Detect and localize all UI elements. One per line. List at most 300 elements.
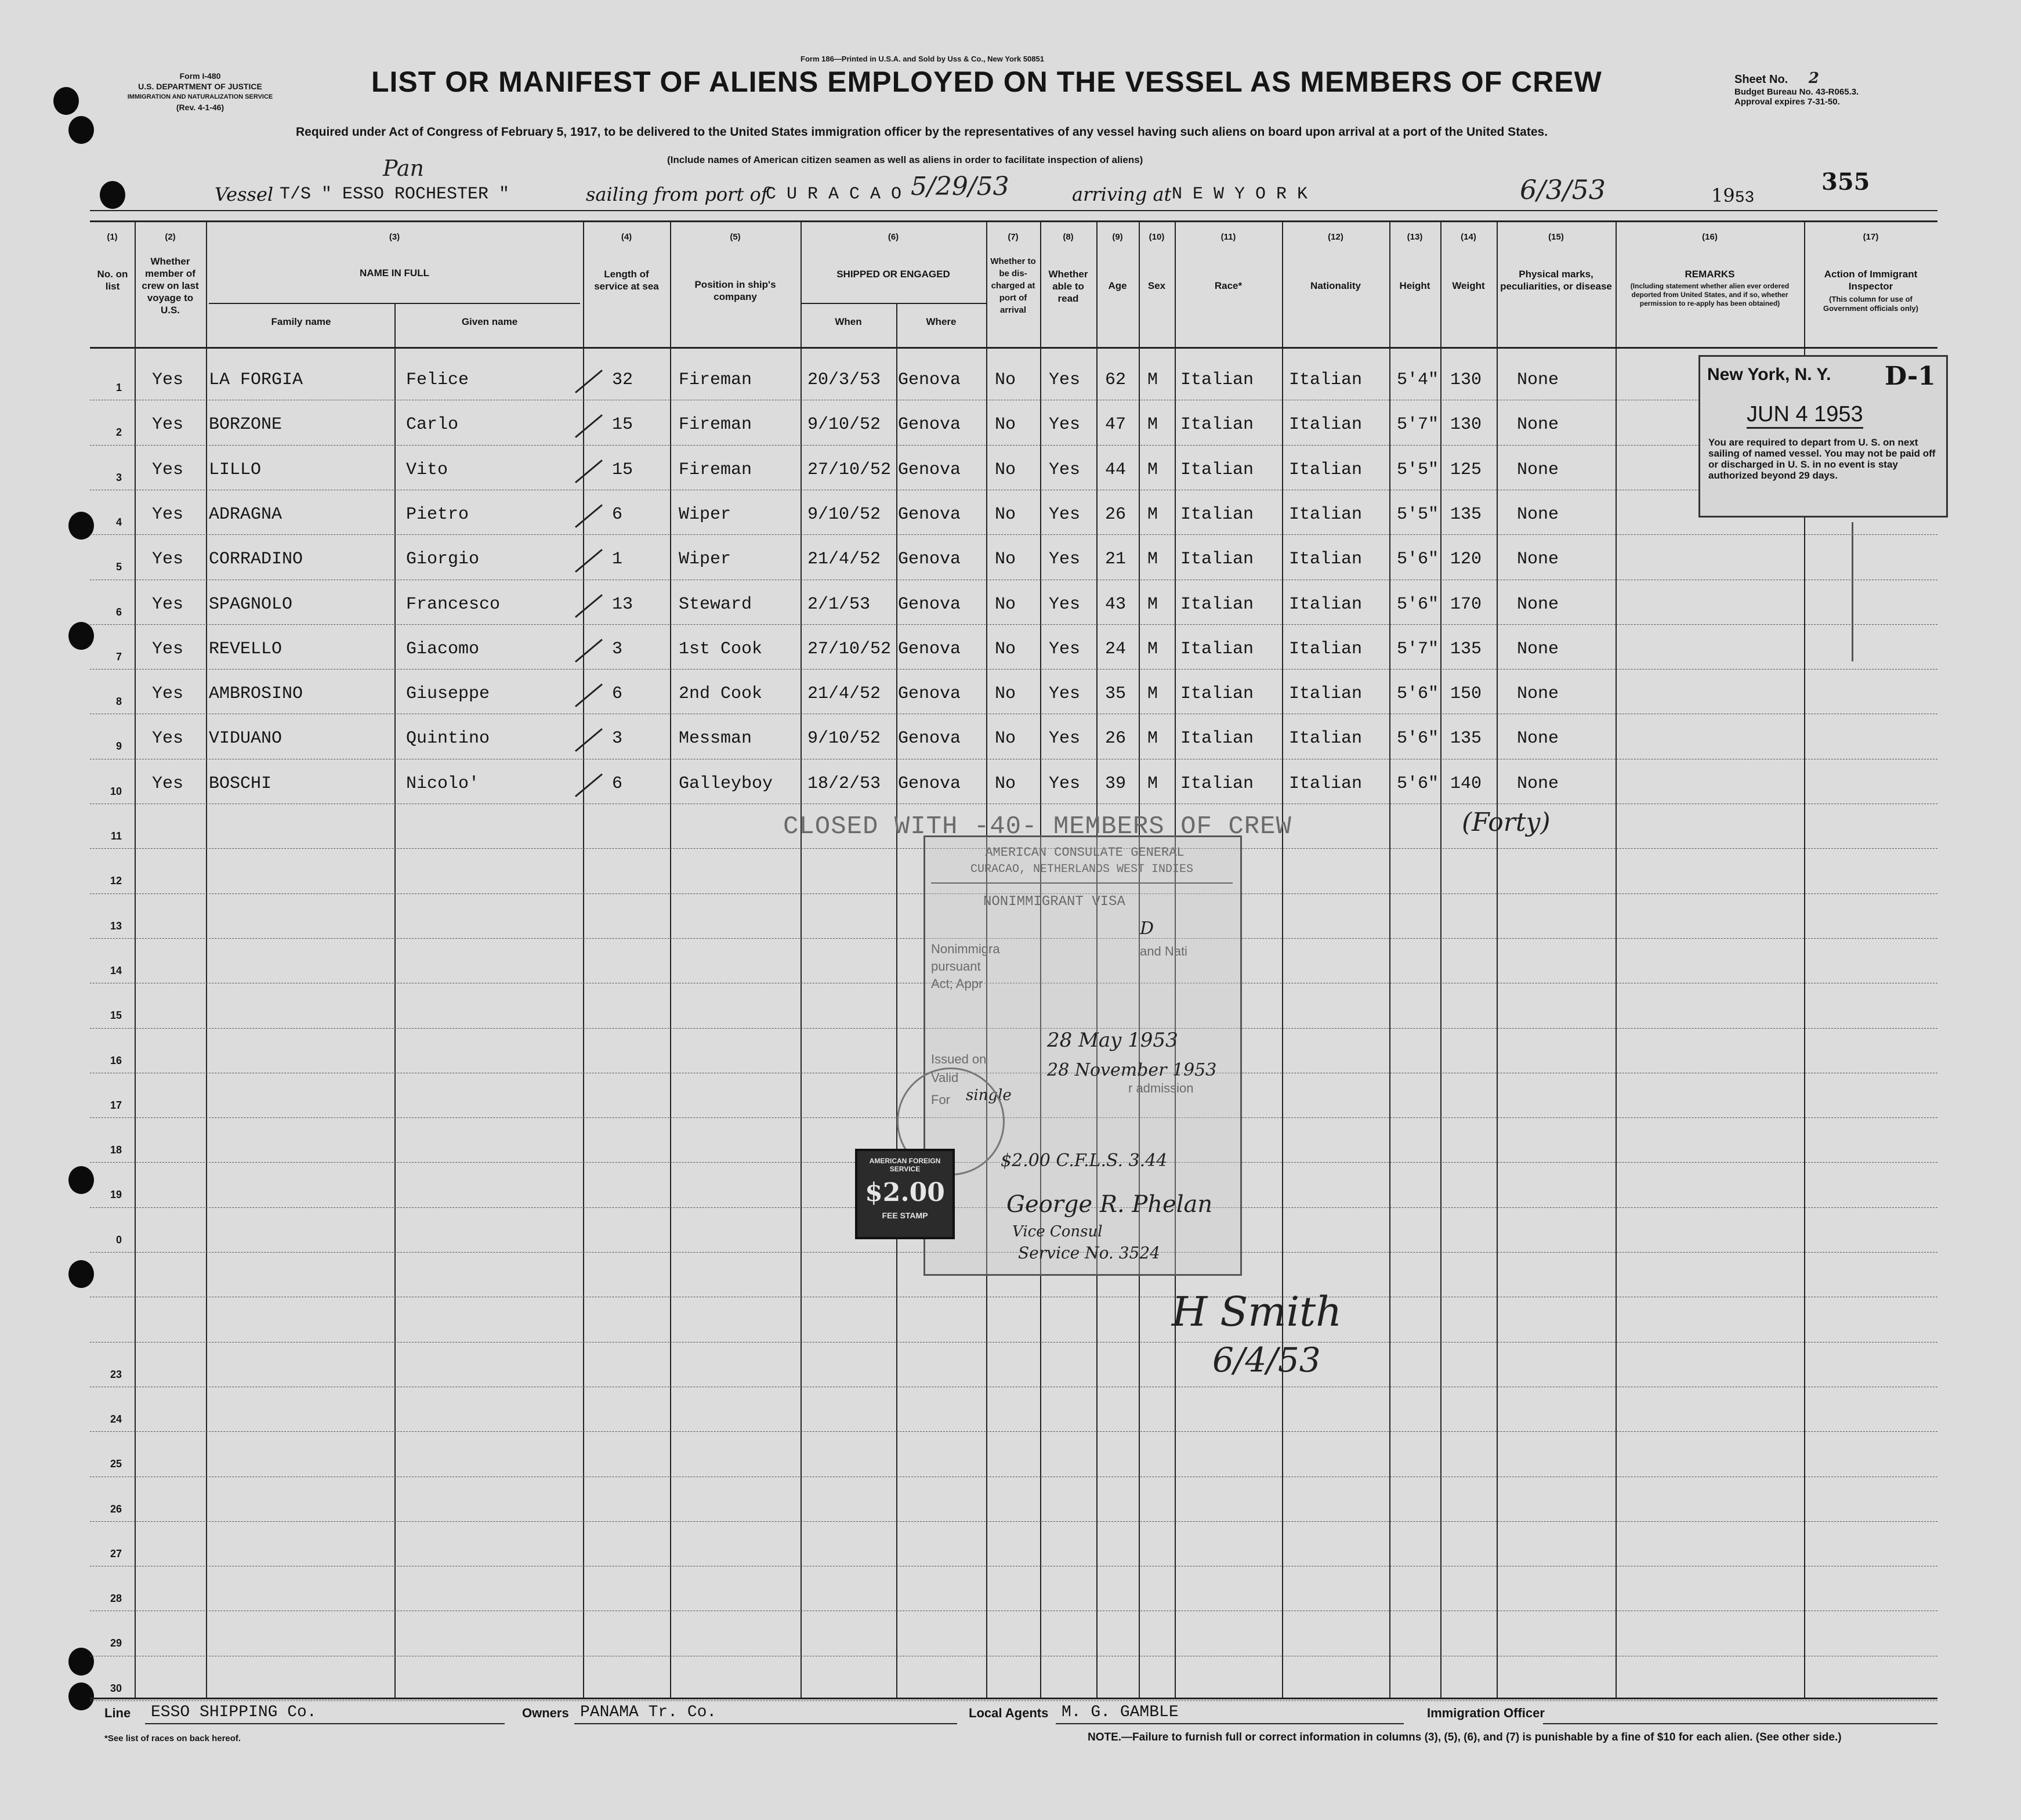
arriving-label: arriving at	[1072, 183, 1172, 205]
header-given-name: Given name	[461, 316, 518, 327]
vessel-flag-handwritten: Pan	[383, 155, 424, 181]
row-number: 7	[115, 651, 122, 663]
closed-with-handwritten: (Forty)	[1462, 808, 1551, 837]
required-statement: Required under Act of Congress of February 5, 1917, to be delivered to the United States immigration officer by the representatives of any vessel having such aliens on board upon arrival at a port of the United States.	[296, 125, 1548, 139]
cell-position: Fireman	[679, 415, 752, 435]
cell-physical: None	[1517, 684, 1559, 704]
consular-issued: Issued on	[931, 1052, 987, 1066]
header-length-service: Length of service at sea	[594, 269, 659, 292]
header-age: Age	[1108, 280, 1127, 291]
cell-weight: 135	[1450, 729, 1482, 748]
row-rule	[90, 624, 1937, 625]
cell-read: Yes	[1049, 549, 1081, 569]
cell-age: 21	[1105, 549, 1127, 569]
header-family-name: Family name	[271, 316, 331, 327]
cell-service: 15	[612, 415, 633, 435]
cell-race: Italian	[1180, 549, 1254, 569]
col-sep	[583, 220, 584, 1699]
row-number: 17	[110, 1099, 122, 1111]
cell-physical: None	[1517, 370, 1559, 390]
vessel-name: T/S " ESSO ROCHESTER "	[280, 184, 510, 204]
row-rule	[90, 445, 1937, 446]
cell-family: BORZONE	[209, 415, 282, 435]
cell-position: Steward	[679, 595, 752, 614]
cell-read: Yes	[1049, 460, 1081, 480]
footer-officer-underline	[1543, 1723, 1937, 1724]
port-from: C U R A C A O	[766, 184, 902, 204]
cell-when: 18/2/53	[807, 774, 881, 794]
cell-when: 9/10/52	[807, 729, 881, 748]
cell-given: Vito	[406, 460, 448, 480]
col-sep	[1389, 220, 1390, 1699]
cell-discharged: No	[995, 415, 1016, 435]
approval-expires: Approval expires 7-31-50.	[1734, 97, 1840, 107]
cell-weight: 150	[1450, 684, 1482, 704]
consular-issued-handwritten: 28 May 1953	[1047, 1029, 1178, 1052]
budget-bureau: Budget Bureau No. 43-R065.3.	[1734, 87, 1859, 97]
closed-with-stamp: CLOSED WITH -40- MEMBERS OF CREW	[783, 812, 1292, 841]
consular-nonimm: Nonimmigra	[931, 942, 1000, 956]
row-number: 18	[110, 1144, 122, 1156]
cell-nationality: Italian	[1289, 729, 1363, 748]
cell-sex: M	[1147, 370, 1158, 390]
col-sep	[1616, 220, 1617, 1699]
row-number: 9	[115, 740, 122, 752]
service-name: IMMIGRATION AND NATURALIZATION SERVICE	[127, 93, 273, 100]
shipped-subheader-line	[801, 303, 986, 304]
footer-agents-value: M. G. GAMBLE	[1062, 1703, 1179, 1721]
footer-owners-underline	[574, 1723, 957, 1724]
header-action: Action of Immigrant Inspector	[1824, 269, 1918, 292]
consular-fee-handwritten: $2.00 C.F.L.S. 3.44	[1001, 1150, 1168, 1171]
row-number: 10	[110, 786, 122, 797]
cell-sex: M	[1147, 595, 1158, 614]
cell-family: SPAGNOLO	[209, 595, 293, 614]
footer-line-label: Line	[104, 1706, 131, 1720]
header-when: When	[835, 316, 862, 327]
cell-age: 44	[1105, 460, 1127, 480]
cell-where: Genova	[898, 684, 961, 704]
cell-service: 6	[612, 505, 623, 524]
cell-weight: 120	[1450, 549, 1482, 569]
cell-race: Italian	[1180, 684, 1254, 704]
cell-position: Wiper	[679, 505, 731, 524]
col-number: (1)	[107, 232, 118, 242]
row-number: 24	[110, 1413, 122, 1425]
cell-discharged: No	[995, 549, 1016, 569]
col-number: (10)	[1149, 232, 1165, 242]
cell-service: 15	[612, 460, 633, 480]
cell-height: 5'7"	[1397, 415, 1439, 435]
cell-sex: M	[1147, 549, 1158, 569]
cell-where: Genova	[898, 549, 961, 569]
fee-stamp-top: AMERICAN FOREIGN SERVICE	[869, 1157, 941, 1173]
inspector-signature: H Smith	[1172, 1288, 1342, 1336]
header-remarks-sub: (Including statement whether alien ever ordered deported from United States, and if so, whether permission to re-apply has been obtained)	[1630, 282, 1790, 307]
cell-position: Galleyboy	[679, 774, 773, 794]
footer-owners-label: Owners	[522, 1706, 569, 1720]
cell-nationality: Italian	[1289, 415, 1363, 435]
cell-read: Yes	[1049, 729, 1081, 748]
cell-when: 21/4/52	[807, 684, 881, 704]
cell-service: 3	[612, 729, 623, 748]
consular-line2: CURACAO, NETHERLANDS WEST INDIES	[970, 863, 1194, 876]
cell-weight: 140	[1450, 774, 1482, 794]
inspector-sign-date: 6/4/53	[1212, 1340, 1321, 1380]
col-number: (5)	[730, 232, 741, 242]
header-name-in-full: NAME IN FULL	[360, 267, 429, 278]
consular-for-handwritten: single	[966, 1087, 1012, 1104]
cell-weight: 130	[1450, 415, 1482, 435]
cell-family: LILLO	[209, 460, 262, 480]
stamp-date: JUN 4 1953	[1747, 402, 1863, 429]
cell-given: Giuseppe	[406, 684, 490, 704]
cell-height: 5'5"	[1397, 505, 1439, 524]
col-sep	[1282, 220, 1283, 1699]
sheet-label: Sheet No.	[1734, 73, 1788, 86]
cell-nationality: Italian	[1289, 460, 1363, 480]
cell-physical: None	[1517, 415, 1559, 435]
header-action-sub: (This column for use of Government officials only)	[1823, 295, 1918, 313]
col-sep	[801, 220, 802, 1699]
col-sep	[670, 220, 671, 1699]
cell-where: Genova	[898, 729, 961, 748]
col-number: (14)	[1461, 232, 1476, 242]
cell-height: 5'5"	[1397, 460, 1439, 480]
cell-race: Italian	[1180, 415, 1254, 435]
consular-signature: George R. Phelan	[1006, 1191, 1213, 1218]
cell-family: BOSCHI	[209, 774, 272, 794]
col-number: (3)	[389, 232, 400, 242]
row-number: 0	[115, 1234, 122, 1246]
header-bottom-border	[90, 347, 1937, 349]
col-number: (12)	[1328, 232, 1343, 242]
cell-sex: M	[1147, 415, 1158, 435]
cell-position: Fireman	[679, 370, 752, 390]
stamp-code: D-1	[1885, 361, 1936, 391]
cell-age: 26	[1105, 505, 1127, 524]
col-sep	[206, 220, 207, 1699]
cell-where: Genova	[898, 639, 961, 659]
row-number: 28	[110, 1593, 122, 1604]
cell-discharged: No	[995, 774, 1016, 794]
cell-race: Italian	[1180, 729, 1254, 748]
cell-voyage: Yes	[152, 729, 184, 748]
col-number: (11)	[1220, 232, 1236, 242]
cell-given: Felice	[406, 370, 469, 390]
row-number: 5	[115, 561, 122, 573]
header-shipped: SHIPPED OR ENGAGED	[836, 269, 950, 280]
cell-read: Yes	[1049, 370, 1081, 390]
header-sex: Sex	[1147, 280, 1166, 291]
row-number: 13	[110, 920, 122, 932]
footer-agents-label: Local Agents	[969, 1706, 1049, 1720]
cell-given: Pietro	[406, 505, 469, 524]
col-number: (2)	[165, 232, 176, 242]
cell-service: 32	[612, 370, 633, 390]
row-number: 1	[115, 382, 122, 393]
consular-admission: r admission	[1128, 1081, 1194, 1095]
footer-owners-value: PANAMA Tr. Co.	[580, 1703, 717, 1721]
consular-title-handwritten: Vice Consul	[1012, 1223, 1103, 1240]
cell-service: 1	[612, 549, 623, 569]
col-number: (15)	[1548, 232, 1564, 242]
cell-age: 24	[1105, 639, 1127, 659]
consular-line3: NONIMMIGRANT VISA	[983, 894, 1125, 910]
cell-sex: M	[1147, 684, 1158, 704]
cell-position: 2nd Cook	[679, 684, 763, 704]
cell-service: 6	[612, 774, 623, 794]
cell-age: 47	[1105, 415, 1127, 435]
cell-height: 5'7"	[1397, 639, 1439, 659]
cell-height: 5'6"	[1397, 595, 1439, 614]
cell-discharged: No	[995, 595, 1016, 614]
consular-pursuant: pursuant	[931, 959, 981, 974]
cell-nationality: Italian	[1289, 549, 1363, 569]
row-rule	[90, 1342, 1937, 1343]
consular-valid-handwritten: 28 November 1953	[1047, 1060, 1217, 1080]
cell-nationality: Italian	[1289, 639, 1363, 659]
header-physical: Physical marks, peculiarities, or disease	[1500, 269, 1612, 292]
row-number: 30	[110, 1682, 122, 1694]
cell-given: Giacomo	[406, 639, 480, 659]
col-number: (9)	[1112, 232, 1123, 242]
footer-agents-underline	[1056, 1723, 1404, 1724]
fee-stamp-bottom: FEE STAMP	[882, 1211, 928, 1220]
cell-position: Messman	[679, 729, 752, 748]
cell-voyage: Yes	[152, 595, 184, 614]
cell-family: LA FORGIA	[209, 370, 303, 390]
cell-nationality: Italian	[1289, 684, 1363, 704]
row-number: 8	[115, 696, 122, 707]
row-rule	[90, 1700, 1937, 1701]
cell-voyage: Yes	[152, 684, 184, 704]
cell-nationality: Italian	[1289, 595, 1363, 614]
cell-physical: None	[1517, 549, 1559, 569]
cell-voyage: Yes	[152, 505, 184, 524]
cell-read: Yes	[1049, 774, 1081, 794]
cell-voyage: Yes	[152, 460, 184, 480]
consular-serial-handwritten: Service No. 3524	[1018, 1243, 1160, 1262]
consular-line1: AMERICAN CONSULATE GENERAL	[985, 845, 1185, 860]
cell-read: Yes	[1049, 505, 1081, 524]
row-number: 3	[115, 472, 122, 483]
sheet-number: 2	[1808, 70, 1819, 87]
cell-physical: None	[1517, 774, 1559, 794]
cell-discharged: No	[995, 370, 1016, 390]
fee-stamp-value: $2.00	[865, 1178, 945, 1207]
consular-divider	[931, 882, 1233, 884]
header-height: Height	[1399, 280, 1430, 291]
footer-line-underline	[145, 1723, 505, 1724]
col-sep	[1440, 220, 1441, 1699]
sailing-label: sailing from port of	[586, 183, 768, 205]
cell-read: Yes	[1049, 684, 1081, 704]
cell-family: REVELLO	[209, 639, 282, 659]
cell-family: CORRADINO	[209, 549, 303, 569]
footer-race-note: *See list of races on back hereof.	[104, 1734, 241, 1743]
cell-physical: None	[1517, 729, 1559, 748]
cell-position: Fireman	[679, 460, 752, 480]
cell-when: 27/10/52	[807, 639, 892, 659]
year-prefix: 19	[1711, 184, 1735, 207]
row-number: 14	[110, 965, 122, 976]
cell-age: 35	[1105, 684, 1127, 704]
consular-stamp	[923, 835, 1242, 1276]
number-stamp: 355	[1821, 168, 1870, 196]
cell-read: Yes	[1049, 639, 1081, 659]
row-number: 27	[110, 1548, 122, 1560]
cell-race: Italian	[1180, 639, 1254, 659]
cell-where: Genova	[898, 595, 961, 614]
cell-physical: None	[1517, 639, 1559, 659]
cell-service: 13	[612, 595, 633, 614]
header-able-read: Whether able to read	[1048, 269, 1088, 304]
cell-given: Carlo	[406, 415, 459, 435]
header-member-last-voyage: Whether member of crew on last voyage to U.S.	[142, 256, 199, 316]
row-number: 11	[110, 830, 122, 842]
cell-age: 43	[1105, 595, 1127, 614]
cell-age: 26	[1105, 729, 1127, 748]
cell-voyage: Yes	[152, 415, 184, 435]
row-number: 29	[110, 1637, 122, 1649]
cell-weight: 170	[1450, 595, 1482, 614]
cell-race: Italian	[1180, 505, 1254, 524]
cell-race: Italian	[1180, 460, 1254, 480]
cell-voyage: Yes	[152, 774, 184, 794]
cell-height: 5'6"	[1397, 684, 1439, 704]
cell-race: Italian	[1180, 774, 1254, 794]
cell-when: 9/10/52	[807, 415, 881, 435]
cell-physical: None	[1517, 505, 1559, 524]
cell-sex: M	[1147, 505, 1158, 524]
cell-age: 39	[1105, 774, 1127, 794]
printer-line: Form 186—Printed in U.S.A. and Sold by Uss & Co., New York 50851	[801, 55, 1044, 63]
row-rule	[90, 1521, 1937, 1522]
cell-weight: 125	[1450, 460, 1482, 480]
cell-weight: 135	[1450, 505, 1482, 524]
table-bottom-border	[90, 1698, 1937, 1699]
col-sep	[1497, 220, 1498, 1699]
date-sailed-handwritten: 5/29/53	[911, 172, 1009, 201]
stamp-place: New York, N. Y.	[1707, 365, 1831, 384]
cell-physical: None	[1517, 595, 1559, 614]
inspector-stamp	[1698, 355, 1948, 518]
cell-read: Yes	[1049, 415, 1081, 435]
cell-when: 9/10/52	[807, 505, 881, 524]
cell-service: 6	[612, 684, 623, 704]
cell-age: 62	[1105, 370, 1127, 390]
header-discharged: Whether to be dis-charged at port of arrival	[990, 256, 1036, 315]
col-number: (4)	[621, 232, 632, 242]
footer-line-value: ESSO SHIPPING Co.	[151, 1703, 317, 1721]
cell-voyage: Yes	[152, 370, 184, 390]
cell-weight: 130	[1450, 370, 1482, 390]
col-number: (8)	[1063, 232, 1074, 242]
row-rule	[90, 669, 1937, 670]
header-race: Race*	[1214, 280, 1243, 291]
department: U.S. DEPARTMENT OF JUSTICE	[138, 82, 262, 91]
row-number: 15	[110, 1009, 122, 1021]
table-top-border	[90, 220, 1937, 222]
cell-when: 20/3/53	[807, 370, 881, 390]
stamp-text: You are required to depart from U. S. on next sailing of named vessel. You may not be paid off or discharged in U. S. in no event is stay authorized beyond 29 days.	[1708, 437, 1936, 481]
header-weight: Weight	[1452, 280, 1485, 291]
cell-discharged: No	[995, 639, 1016, 659]
cell-discharged: No	[995, 460, 1016, 480]
cell-where: Genova	[898, 415, 961, 435]
cell-where: Genova	[898, 505, 961, 524]
cell-family: VIDUANO	[209, 729, 282, 748]
consular-letter: D	[1140, 918, 1154, 939]
cell-service: 3	[612, 639, 623, 659]
cell-height: 5'6"	[1397, 729, 1439, 748]
cell-family: AMBROSINO	[209, 684, 303, 704]
cell-physical: None	[1517, 460, 1559, 480]
header-remarks: REMARKS	[1685, 269, 1735, 280]
cell-when: 27/10/52	[807, 460, 892, 480]
col-sep	[135, 220, 136, 1699]
row-rule	[90, 534, 1937, 535]
row-number: 25	[110, 1458, 122, 1470]
col-number: (16)	[1702, 232, 1718, 242]
include-statement: (Include names of American citizen seamen as well as aliens in order to facilitate inspection of aliens)	[667, 154, 1143, 165]
cell-given: Giorgio	[406, 549, 480, 569]
header-no-on-list: No. on list	[97, 269, 128, 292]
cell-discharged: No	[995, 729, 1016, 748]
cell-when: 21/4/52	[807, 549, 881, 569]
cell-voyage: Yes	[152, 639, 184, 659]
form-revision: (Rev. 4-1-46)	[176, 103, 224, 112]
port-to: N E W Y O R K	[1172, 184, 1308, 204]
col-number: (13)	[1407, 232, 1423, 242]
cell-race: Italian	[1180, 595, 1254, 614]
cell-sex: M	[1147, 729, 1158, 748]
consular-and-nat: and Nati	[1140, 944, 1187, 958]
footer-officer-label: Immigration Officer	[1427, 1706, 1545, 1720]
cell-sex: M	[1147, 774, 1158, 794]
cell-read: Yes	[1049, 595, 1081, 614]
cell-discharged: No	[995, 684, 1016, 704]
stamp-arrow-line	[1852, 522, 1853, 661]
col-number: (7)	[1008, 232, 1019, 242]
cell-discharged: No	[995, 505, 1016, 524]
footer-note: NOTE.—Failure to furnish full or correct information in columns (3), (5), (6), and (7) is punishable by a fine of $10 for each alien. (See other side.)	[1088, 1731, 1842, 1743]
cell-voyage: Yes	[152, 549, 184, 569]
cell-where: Genova	[898, 370, 961, 390]
vessel-label: Vessel	[215, 183, 274, 205]
header-nationality: Nationality	[1310, 280, 1361, 291]
row-number: 2	[115, 426, 122, 438]
cell-given: Nicolo'	[406, 774, 480, 794]
consular-valid: Valid	[931, 1070, 959, 1085]
year-suffix: 53	[1734, 189, 1755, 207]
row-number: 16	[110, 1055, 122, 1066]
consular-for: For	[931, 1092, 950, 1107]
row-number: 6	[115, 606, 122, 618]
cell-race: Italian	[1180, 370, 1254, 390]
header-position: Position in ship's company	[694, 279, 776, 302]
cell-where: Genova	[898, 460, 961, 480]
cell-given: Quintino	[406, 729, 490, 748]
form-title: LIST OR MANIFEST OF ALIENS EMPLOYED ON THE VESSEL AS MEMBERS OF CREW	[371, 66, 1602, 98]
cell-weight: 135	[1450, 639, 1482, 659]
cell-nationality: Italian	[1289, 774, 1363, 794]
row-number: 19	[110, 1189, 122, 1200]
header-where: Where	[926, 316, 957, 327]
col-number: (17)	[1863, 232, 1879, 242]
cell-family: ADRAGNA	[209, 505, 282, 524]
